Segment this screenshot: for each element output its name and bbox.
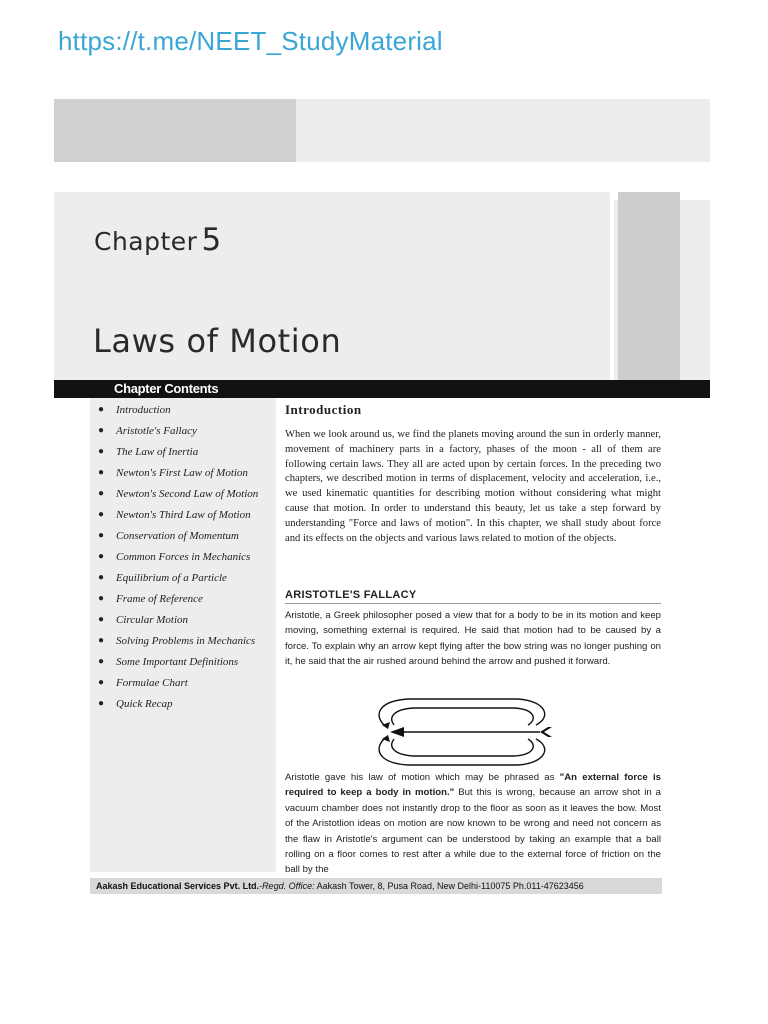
hero-divider — [610, 200, 614, 380]
list-item: ● Aristotle's Fallacy — [98, 425, 197, 437]
introduction-text: When we look around us, we find the planets moving around the sun in orderly manner, movement of machinery parts in a factory, phases of the moon - all of them are following certain laws. They all are acted upon by certain forces. In the preceding two chapters, we described motion in terms of displacement, velocity and acceleration, i.e., we used kinematic quantities for describing motion without considering what might cause that motion. In order to understand this beauty, let us take a step forward by understanding "Force and laws of motion". In this chapter, we shall study about force and its effects on the objects and various laws related to motion of the objects. — [285, 429, 661, 544]
airflow-arrowhead-top — [382, 722, 390, 729]
aristotle-heading: ARISTOTLE'S FALLACY — [285, 589, 417, 601]
aristotle-paragraph-2: Aristotle gave his law of motion which may be phrased as "An external force is required to keep a body in motion." But this is wrong, because an arrow shot in a vacuum chamber does not instantly drop to the floor as soon as it leaves the bow. Most of the Aristotlion ideas on motion are now known to be wrong and need not concern as the flaw in Aristotle's argument can be understood by taking an example that a ball rolling on a floor comes to rest after a while due to the external force of friction on the ball by the — [285, 772, 661, 874]
bullet-icon: ● — [98, 509, 105, 520]
list-item: ● Frame of Reference — [98, 593, 203, 605]
footer-address: Aakash Tower, 8, Pusa Road, New Delhi-110075 Ph.011-47623456 — [314, 881, 584, 891]
header-band-accent — [54, 99, 296, 162]
contents-list — [96, 403, 276, 718]
list-item: ● The Law of Inertia — [98, 446, 199, 458]
list-item: ● Quick Recap — [98, 698, 173, 710]
arrow-fletching-icon — [540, 727, 552, 737]
arrow-airflow-diagram — [368, 695, 558, 769]
airflow-loop-top — [379, 699, 545, 725]
chapter-label — [94, 222, 222, 258]
introduction-heading: Introduction — [285, 402, 362, 417]
list-item: ● Common Forces in Mechanics — [98, 551, 251, 563]
list-item: ● Some Important Definitions — [98, 656, 239, 668]
airflow-loop-bottom — [379, 739, 545, 765]
chapter-number: 5 — [201, 222, 222, 258]
bullet-icon: ● — [98, 425, 105, 436]
list-item: ● Circular Motion — [98, 614, 189, 626]
bullet-icon: ● — [98, 488, 105, 499]
aristotle-paragraph-1: Aristotle, a Greek philosopher posed a view that for a body to be in its motion and keep moving, something external is required. He said that motion had to be caused by a force. To explain why an arrow kept flying after the bow string was no longer pushing on it, he said that the air rushed around behind the arrow and pushed it forward. — [285, 610, 661, 668]
bullet-icon: ● — [98, 446, 105, 457]
section-divider — [285, 603, 661, 604]
bullet-icon: ● — [98, 635, 105, 646]
arrow-head — [390, 727, 404, 737]
chapter-title: Laws of Motion — [93, 322, 342, 360]
airflow-arrowhead-bottom — [382, 735, 390, 742]
introduction-section — [285, 402, 661, 546]
bullet-icon: ● — [98, 656, 105, 667]
bullet-icon: ● — [98, 467, 105, 478]
list-item: ● Newton's Third Law of Motion — [98, 509, 251, 521]
footer-text: Aakash Educational Services Pvt. Ltd.-Regd. Office: Aakash Tower, 8, Pusa Road, New Delhi-110075 Ph.011-47623456 — [96, 881, 584, 891]
airflow-inner-top — [392, 708, 533, 725]
bullet-icon: ● — [98, 698, 105, 709]
list-item: ● Introduction — [98, 404, 171, 416]
bullet-icon: ● — [98, 614, 105, 625]
bullet-icon: ● — [98, 551, 105, 562]
airflow-inner-bottom — [392, 739, 533, 756]
hero-side-bar — [618, 192, 680, 380]
telegram-link[interactable]: https://t.me/NEET_StudyMaterial — [58, 26, 443, 56]
bullet-icon: ● — [98, 677, 105, 688]
bullet-icon: ● — [98, 404, 105, 415]
list-item: ● Solving Problems in Mechanics — [98, 635, 256, 647]
list-item: ● Newton's Second Law of Motion — [98, 488, 259, 500]
list-item: ● Conservation of Momentum — [98, 530, 239, 542]
list-item: ● Equilibrium of a Particle — [98, 572, 227, 584]
bullet-icon: ● — [98, 593, 105, 604]
contents-title: Chapter Contents — [114, 381, 219, 396]
bullet-icon: ● — [98, 572, 105, 583]
footer-company: Aakash Educational Services Pvt. Ltd. — [96, 881, 260, 891]
list-item: ● Formulae Chart — [98, 677, 188, 689]
footer-office-label: Regd. Office: — [262, 881, 315, 891]
aristotle-law-bold: "An external force is required to keep a body in motion." — [285, 772, 661, 799]
chapter-word: Chapter — [94, 227, 198, 256]
bullet-icon: ● — [98, 530, 105, 541]
list-item: ● Newton's First Law of Motion — [98, 467, 248, 479]
